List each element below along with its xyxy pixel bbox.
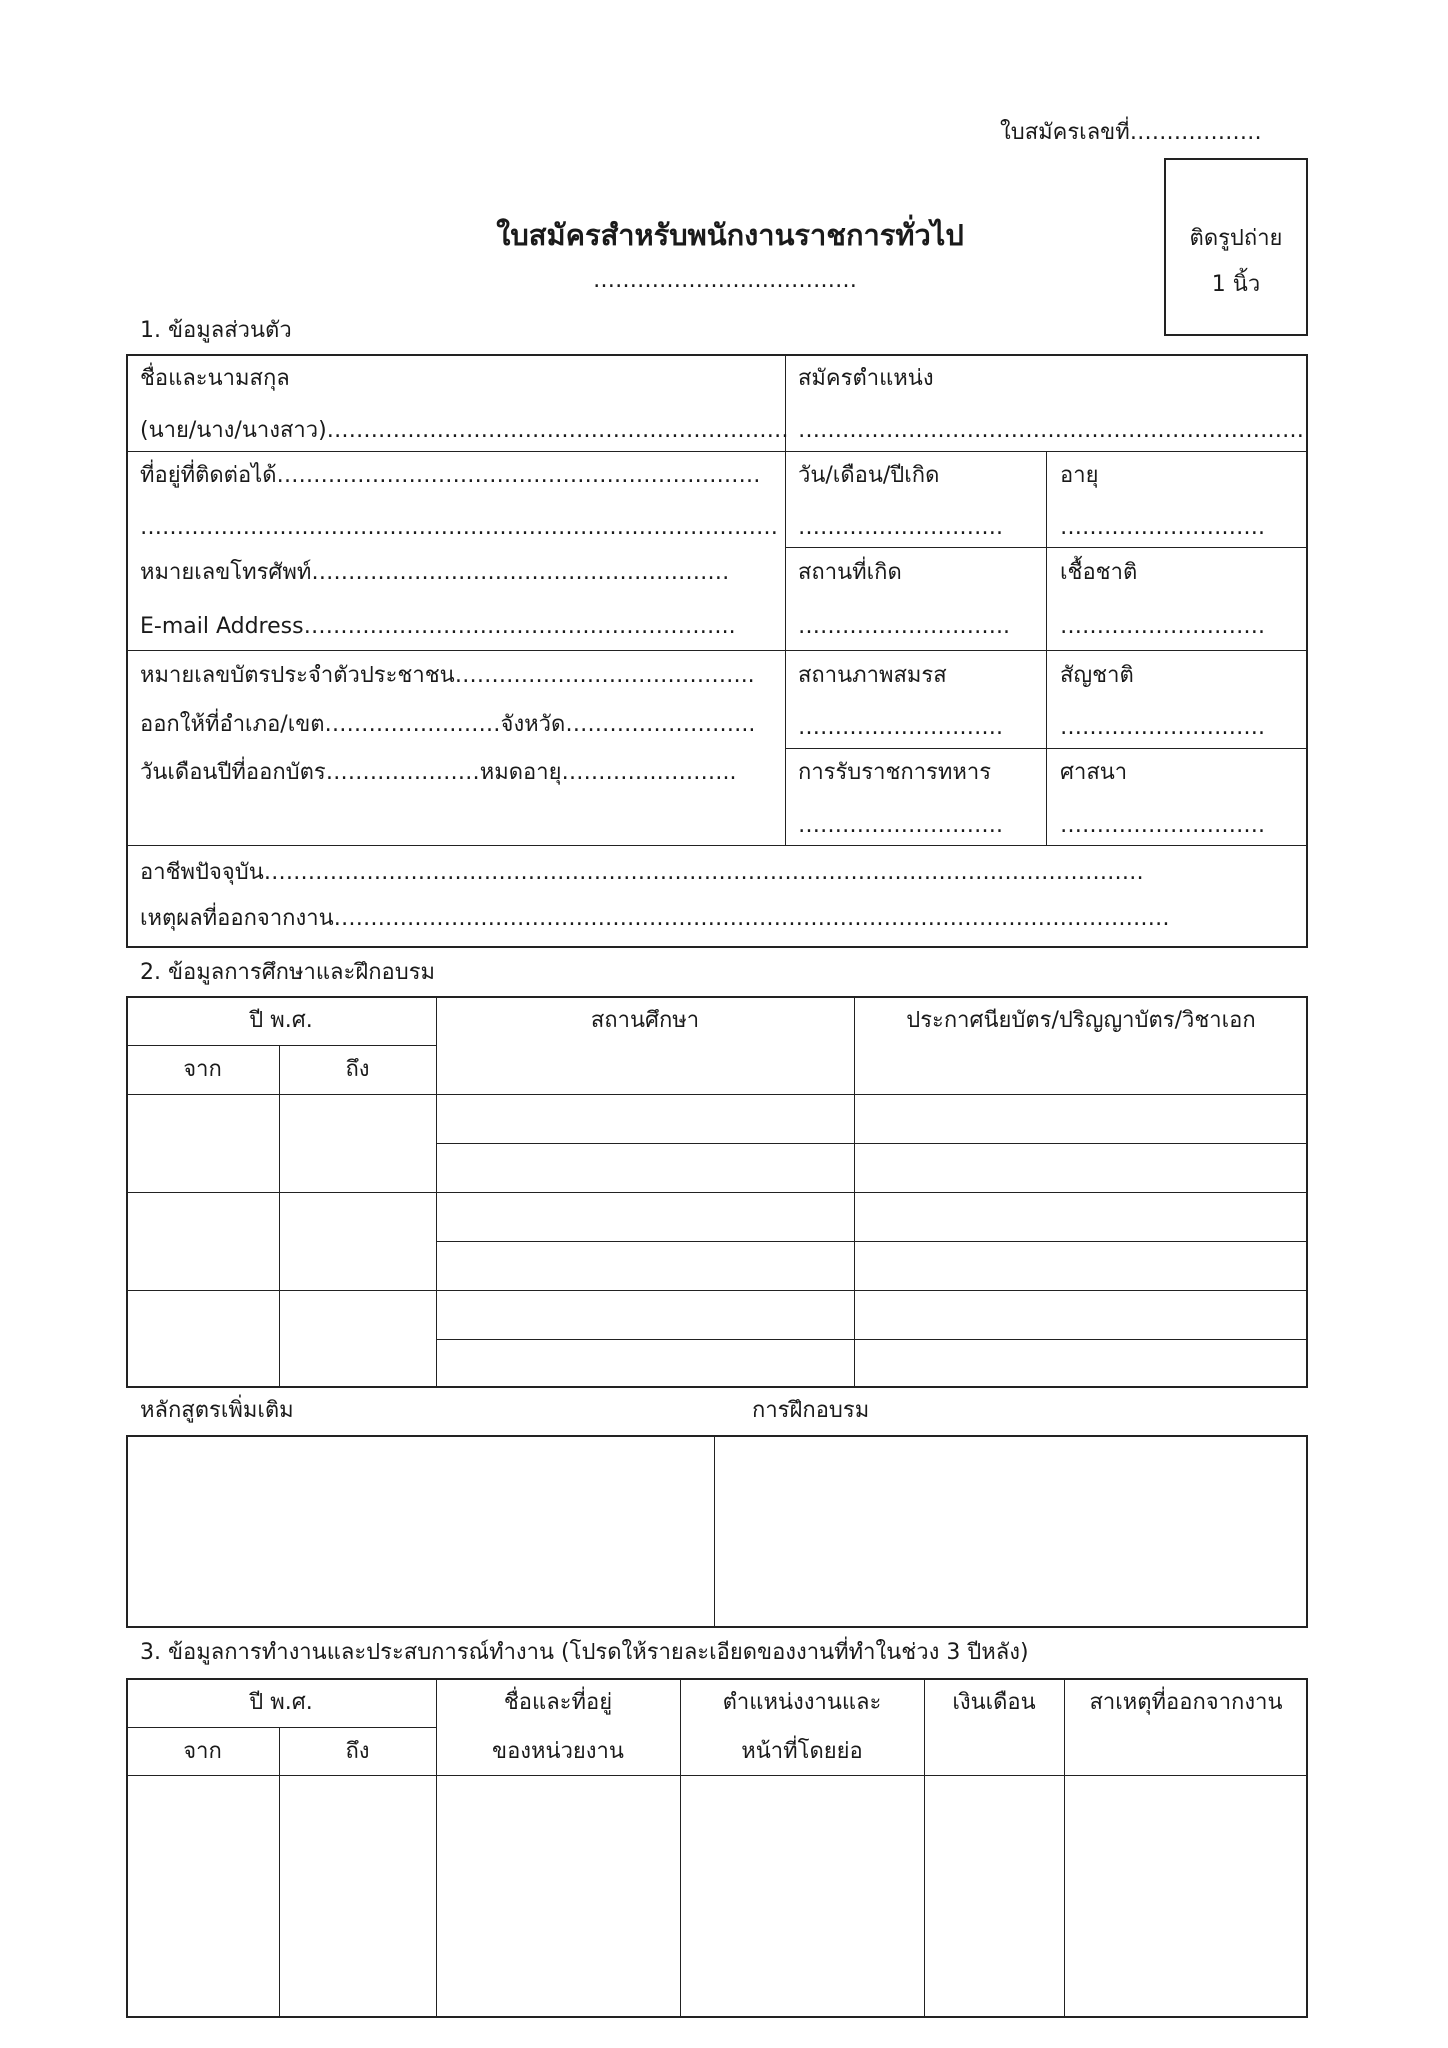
work-org-header: ชื่อและที่อยู่ bbox=[503, 1690, 613, 1715]
religion-field[interactable]: ………………………. bbox=[1060, 813, 1265, 838]
birthplace-field[interactable]: ……………………….. bbox=[798, 614, 1010, 639]
email-field[interactable]: E-mail Address………………………………………………….. bbox=[140, 614, 736, 639]
training-area[interactable] bbox=[718, 1439, 1304, 1624]
age-field[interactable]: ………………………. bbox=[1060, 515, 1265, 540]
dob-label: วัน/เดือน/ปีเกิด bbox=[798, 463, 940, 488]
work-to-header: ถึง bbox=[345, 1739, 370, 1764]
section-1-heading: 1. ข้อมูลส่วนตัว bbox=[140, 318, 292, 343]
training-label: การฝึกอบรม bbox=[752, 1398, 870, 1423]
apply-position-label: สมัครตำแหน่ง bbox=[798, 366, 934, 391]
work-year-header: ปี พ.ศ. bbox=[249, 1690, 313, 1715]
personal-info-table bbox=[126, 354, 1308, 948]
extra-courses-label: หลักสูตรเพิ่มเติม bbox=[140, 1398, 294, 1423]
nationality-label: สัญชาติ bbox=[1060, 663, 1134, 688]
name-label: ชื่อและนามสกุล bbox=[140, 366, 290, 391]
application-number[interactable]: ใบสมัครเลขที่……………… bbox=[1000, 120, 1262, 145]
subtitle-dots: ……………………………… bbox=[593, 268, 857, 293]
edu-to-header: ถึง bbox=[345, 1057, 370, 1082]
race-field[interactable]: ………………………. bbox=[1060, 614, 1265, 639]
work-salary-header: เงินเดือน bbox=[952, 1690, 1036, 1715]
photo-label: ติดรูปถ่าย bbox=[1189, 226, 1283, 251]
edu-institution-header: สถานศึกษา bbox=[590, 1008, 700, 1033]
work-org-header-line2: ของหน่วยงาน bbox=[492, 1739, 624, 1764]
id-card-field[interactable]: หมายเลขบัตรประจำตัวประชาชน………………………………….. bbox=[140, 663, 755, 688]
photo-size-label: 1 นิ้ว bbox=[1211, 272, 1261, 297]
race-label: เชื้อชาติ bbox=[1060, 560, 1138, 585]
address-field-line2[interactable]: …………………………………………………………………………… bbox=[140, 515, 778, 540]
phone-field[interactable]: หมายเลขโทรศัพท์………………………………………………… bbox=[140, 560, 730, 585]
work-from-header: จาก bbox=[183, 1739, 222, 1764]
address-field[interactable]: ที่อยู่ที่ติดต่อได้………………………………………………………… bbox=[140, 463, 761, 488]
dob-field[interactable]: ………………………. bbox=[798, 515, 1003, 540]
military-service-field[interactable]: ………………………. bbox=[798, 813, 1003, 838]
marital-status-field[interactable]: ………………………. bbox=[798, 715, 1003, 740]
page-title: ใบสมัครสำหรับพนักงานราชการทั่วไป bbox=[496, 218, 964, 252]
marital-status-label: สถานภาพสมรส bbox=[798, 663, 947, 688]
issue-date-field[interactable]: วันเดือนปีที่ออกบัตร…………………หมดอายุ………….……….. bbox=[140, 760, 737, 785]
birthplace-label: สถานที่เกิด bbox=[798, 560, 902, 585]
religion-label: ศาสนา bbox=[1060, 760, 1128, 785]
work-leave-reason-header: สาเหตุที่ออกจากงาน bbox=[1089, 1690, 1283, 1715]
edu-degree-header: ประกาศนียบัตร/ปริญญาบัตร/วิชาเอก bbox=[906, 1008, 1256, 1033]
age-label: อายุ bbox=[1060, 463, 1099, 488]
work-position-header: ตำแหน่งงานและ bbox=[722, 1690, 882, 1715]
military-service-label: การรับราชการทหาร bbox=[798, 760, 992, 785]
section-3-heading: 3. ข้อมูลการทำงานและประสบการณ์ทำงาน (โปรดให้รายละเอียดของงานที่ทำในช่วง 3 ปีหลัง) bbox=[140, 1640, 1029, 1665]
apply-position-field[interactable]: …………………………………………………………… bbox=[798, 418, 1304, 443]
occupation-field[interactable]: อาชีพปัจจุบัน………………………………………………………………………………………………………… bbox=[140, 860, 1144, 885]
extra-courses-area[interactable] bbox=[130, 1439, 710, 1624]
leave-reason-field[interactable]: เหตุผลที่ออกจากงาน…………………………………………………………………………………………………… bbox=[140, 906, 1170, 931]
edu-year-header: ปี พ.ศ. bbox=[249, 1008, 313, 1033]
section-2-heading: 2. ข้อมูลการศึกษาและฝึกอบรม bbox=[140, 960, 436, 985]
work-experience-table bbox=[126, 1678, 1308, 2018]
issued-at-field[interactable]: ออกให้ที่อำเภอ/เขต……………………จังหวัด…………………….. bbox=[140, 712, 756, 737]
edu-from-header: จาก bbox=[183, 1057, 222, 1082]
name-field[interactable]: (นาย/นาง/นางสาว)……………………………………………………… bbox=[140, 418, 789, 443]
work-position-header-line2: หน้าที่โดยย่อ bbox=[741, 1739, 863, 1764]
nationality-field[interactable]: ………………………. bbox=[1060, 715, 1265, 740]
photo-box bbox=[1164, 158, 1308, 336]
